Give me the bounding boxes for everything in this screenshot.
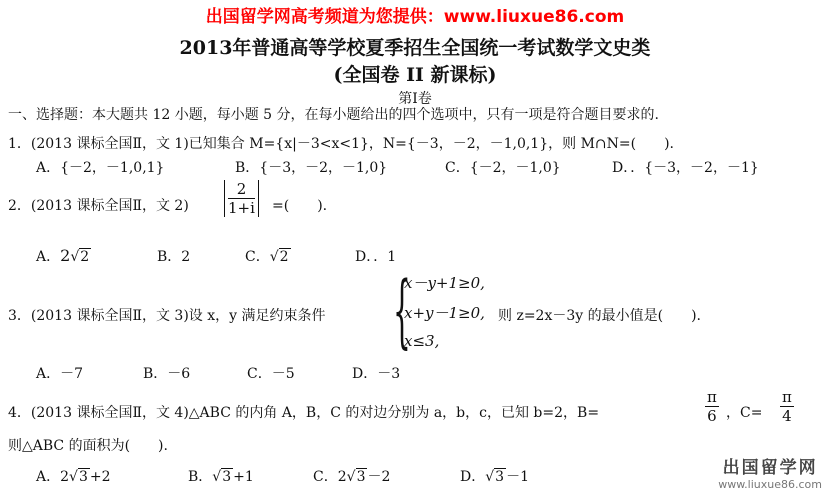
radicand: 3 — [222, 469, 232, 485]
q3-option-a: A．－7 — [36, 366, 84, 382]
sqrt-symbol: √3 — [212, 469, 232, 485]
denominator: 1+i — [228, 199, 255, 217]
angle-b-fraction — [705, 388, 719, 425]
q1-option-b: B．{－3，－2，－1,0} — [235, 160, 388, 176]
q2-option-b: B．2 — [157, 249, 191, 265]
numerator: 2 — [228, 180, 255, 199]
volume-label: 第Ⅰ卷 — [398, 91, 432, 107]
fraction — [780, 388, 794, 425]
angle-c-fraction — [780, 388, 794, 425]
system-brace: { — [393, 264, 411, 357]
denominator: 4 — [782, 407, 792, 425]
numerator: π — [707, 388, 717, 406]
question-4-line2: 则△ABC 的面积为( ). — [8, 438, 168, 454]
option-tail: －1 — [506, 469, 529, 485]
q3-option-b: B．－6 — [143, 366, 191, 382]
q1-option-a: A．{－2，－1,0,1} — [36, 160, 165, 176]
option-letter: C． — [313, 469, 338, 485]
exam-title: 2013年普通高等学校夏季招生全国统一考试数学文史类 — [179, 37, 651, 59]
radicand: 2 — [279, 249, 289, 265]
radicand: 3 — [356, 469, 366, 485]
question-2-suffix: =( ). — [272, 198, 328, 214]
sqrt-symbol: √3 — [485, 469, 505, 485]
option-letter: C． — [245, 249, 270, 265]
q4-option-c — [313, 466, 390, 486]
coefficient: 2 — [60, 469, 70, 485]
section-instructions: 一、选择题：本大题共 12 小题，每小题 5 分，在每小题给出的四个选项中，只有一项是符合题目要求的. — [8, 107, 659, 123]
site-watermark — [718, 453, 822, 491]
sqrt-symbol: √2 — [269, 249, 289, 265]
q1-option-d: D．．{－3，－2，－1} — [612, 160, 759, 176]
option-tail: －2 — [367, 469, 391, 485]
site-banner: 出国留学网高考频道为您提供：www.liuxue86.com — [205, 7, 625, 27]
question-3-prefix: 3．(2013 课标全国Ⅱ，文 3)设 x，y 满足约束条件 — [8, 308, 326, 324]
fraction — [705, 388, 719, 425]
question-4-mid: ，C= — [726, 405, 763, 421]
constraint-2: x+y－1≥0, — [404, 304, 485, 322]
coefficient: 2 — [60, 246, 71, 265]
q4-option-a — [36, 466, 111, 486]
watermark-url: www.liuxue86.com — [718, 478, 822, 491]
fraction — [228, 180, 255, 217]
coefficient: 2 — [337, 469, 347, 485]
q1-option-c: C．{－2，－1,0} — [445, 160, 561, 176]
constraint-1: x－y+1≥0, — [404, 274, 485, 292]
numerator: π — [782, 388, 792, 406]
exam-subtitle: (全国卷 II 新课标) — [333, 64, 497, 86]
option-letter: A． — [36, 469, 61, 485]
sqrt-symbol: √2 — [70, 249, 90, 265]
radicand: 3 — [78, 469, 88, 485]
q2-option-c — [245, 246, 291, 266]
option-letter: D． — [460, 469, 486, 485]
q4-option-d — [460, 466, 529, 486]
watermark-name: 出国留学网 — [722, 458, 818, 478]
radicand: 2 — [80, 249, 90, 265]
option-letter: A． — [36, 249, 61, 265]
option-letter: B． — [188, 469, 213, 485]
q2-option-a — [36, 246, 91, 266]
option-tail: +2 — [89, 469, 111, 485]
q3-option-c: C．－5 — [247, 366, 295, 382]
constraint-3: x≤3, — [404, 332, 440, 350]
q2-option-d: D．．1 — [355, 249, 397, 265]
sqrt-symbol: √3 — [69, 469, 88, 485]
sqrt-symbol: √3 — [346, 469, 366, 485]
question-4-prefix: 4．(2013 课标全国Ⅱ，文 4)△ABC 的内角 A，B，C 的对边分别为 a，b，c，已知 b=2，B= — [8, 405, 600, 421]
option-tail: +1 — [233, 469, 254, 485]
denominator: 6 — [707, 407, 717, 425]
question-2-abs-fraction — [224, 180, 259, 217]
q3-option-d: D．－3 — [352, 366, 401, 382]
question-2-prefix: 2．(2013 课标全国Ⅱ，文 2) — [8, 198, 189, 214]
abs-value-bars — [224, 180, 259, 217]
question-1-stem: 1．(2013 课标全国Ⅱ，文 1)已知集合 M={x|－3<x<1}，N={－3，－2，－1,0,1}，则 M∩N=( ). — [8, 136, 674, 152]
radicand: 3 — [495, 469, 505, 485]
q4-option-b — [188, 466, 254, 486]
question-3-suffix: 则 z=2x－3y 的最小值是( ). — [498, 308, 701, 324]
